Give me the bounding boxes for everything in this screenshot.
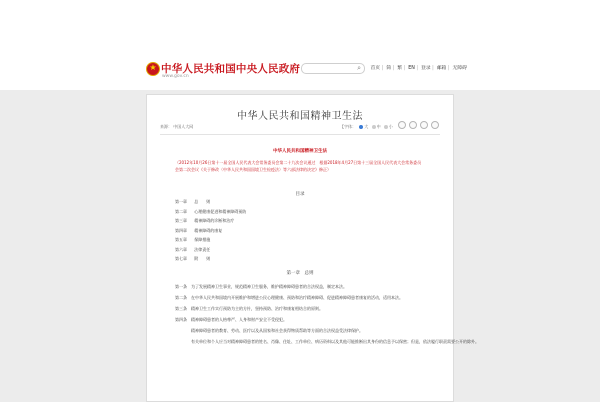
share-wechat-icon[interactable]: [409, 121, 417, 129]
font-medium-radio[interactable]: [372, 125, 376, 129]
font-large-radio[interactable]: [359, 125, 363, 129]
nav-simplified-link[interactable]: 简: [386, 66, 392, 71]
toc-item: 第七章 附 则: [175, 256, 211, 261]
toc-item: 第五章 保障措施: [175, 237, 211, 242]
top-nav: 首页 | 简 | 繁 | EN | 登录 | 邮箱 | 无障碍: [370, 66, 467, 71]
toc-item: 第一章 总 则: [175, 199, 211, 204]
toc-item: 第四章 精神障碍的康复: [175, 227, 223, 233]
article-paragraph: 第一条 为了发展精神卫生事业，规范精神卫生服务，维护精神障碍患者的合法权益，制定本法。: [175, 284, 347, 289]
nav-home-link[interactable]: 首页: [370, 66, 381, 71]
article-title: 中华人民共和国精神卫生法: [237, 111, 363, 122]
article-paragraph: 精神障碍患者的教育、劳动、医疗以及从国家和社会获得物质帮助等方面的合法权益受法律保护。: [191, 328, 363, 333]
share-weibo-icon[interactable]: [398, 121, 406, 129]
article-paragraph: 第四条 精神障碍患者的人格尊严、人身和财产安全不受侵犯。: [175, 317, 287, 322]
site-domain: www.gov.cn: [162, 74, 189, 79]
law-heading: 中华人民共和国精神卫生法: [273, 149, 327, 154]
article-meta: [160, 123, 440, 131]
nav-accessibility-link[interactable]: 无障碍: [452, 66, 467, 71]
toc-item: 第二章 心理健康促进和精神障碍预防: [175, 208, 247, 214]
nav-english-link[interactable]: EN: [408, 66, 415, 71]
article-paragraph: 有关单位和个人应当对精神障碍患者的姓名、肖像、住址、工作单位、病历资料以及其他可能推断出其身份的信息予以保密；但是，依法履行职责需要公开的除外。: [191, 339, 479, 344]
national-emblem-icon[interactable]: ★: [146, 62, 160, 76]
article-paragraph: 第三条 精神卫生工作实行预防为主的方针，坚持预防、治疗和康复相结合的原则。: [175, 306, 323, 311]
font-size-label: 【字体：: [340, 124, 356, 129]
article-paragraph: 第二条 在中华人民共和国境内开展维护和增进公民心理健康、预防和治疗精神障碍、促进精神障碍患者康复的活动，适用本法。: [175, 295, 403, 300]
share-qzone-icon[interactable]: [420, 121, 428, 129]
law-preamble: （2012年10月26日第十一届全国人民代表大会常务委员会第二十九次会议通过 根据2018年4月27日第十三届全国人民代表大会常务委员会第二次会议《关于修改〈中华人民共和国国境卫生检疫法〉等六部法律的决定》修正）: [175, 160, 422, 172]
search-icon[interactable]: ⌕: [357, 64, 361, 72]
article-source: 来源： 中国人大网: [160, 124, 194, 129]
chapter-heading: 第一章 总则: [286, 271, 314, 276]
site-title[interactable]: 中华人民共和国中央人民政府: [161, 63, 301, 75]
font-size-selector: [340, 124, 393, 130]
font-medium-label[interactable]: 中: [376, 124, 381, 129]
meta-divider: [160, 134, 440, 135]
nav-traditional-link[interactable]: 繁: [397, 66, 403, 71]
print-icon[interactable]: [431, 121, 439, 129]
search-input[interactable]: [301, 63, 365, 74]
font-large-label[interactable]: 大: [364, 124, 369, 129]
font-small-radio[interactable]: [384, 125, 388, 129]
nav-login-link[interactable]: 登录: [420, 66, 431, 71]
nav-mail-link[interactable]: 邮箱: [436, 66, 447, 71]
site-header: [0, 0, 600, 90]
toc-item: 第三章 精神障碍的诊断和治疗: [175, 218, 235, 223]
article-card: [146, 94, 479, 402]
toc-title: 目录: [295, 192, 305, 197]
font-small-label[interactable]: 小: [388, 124, 393, 129]
toc-item: 第六章 法律责任: [175, 246, 211, 252]
